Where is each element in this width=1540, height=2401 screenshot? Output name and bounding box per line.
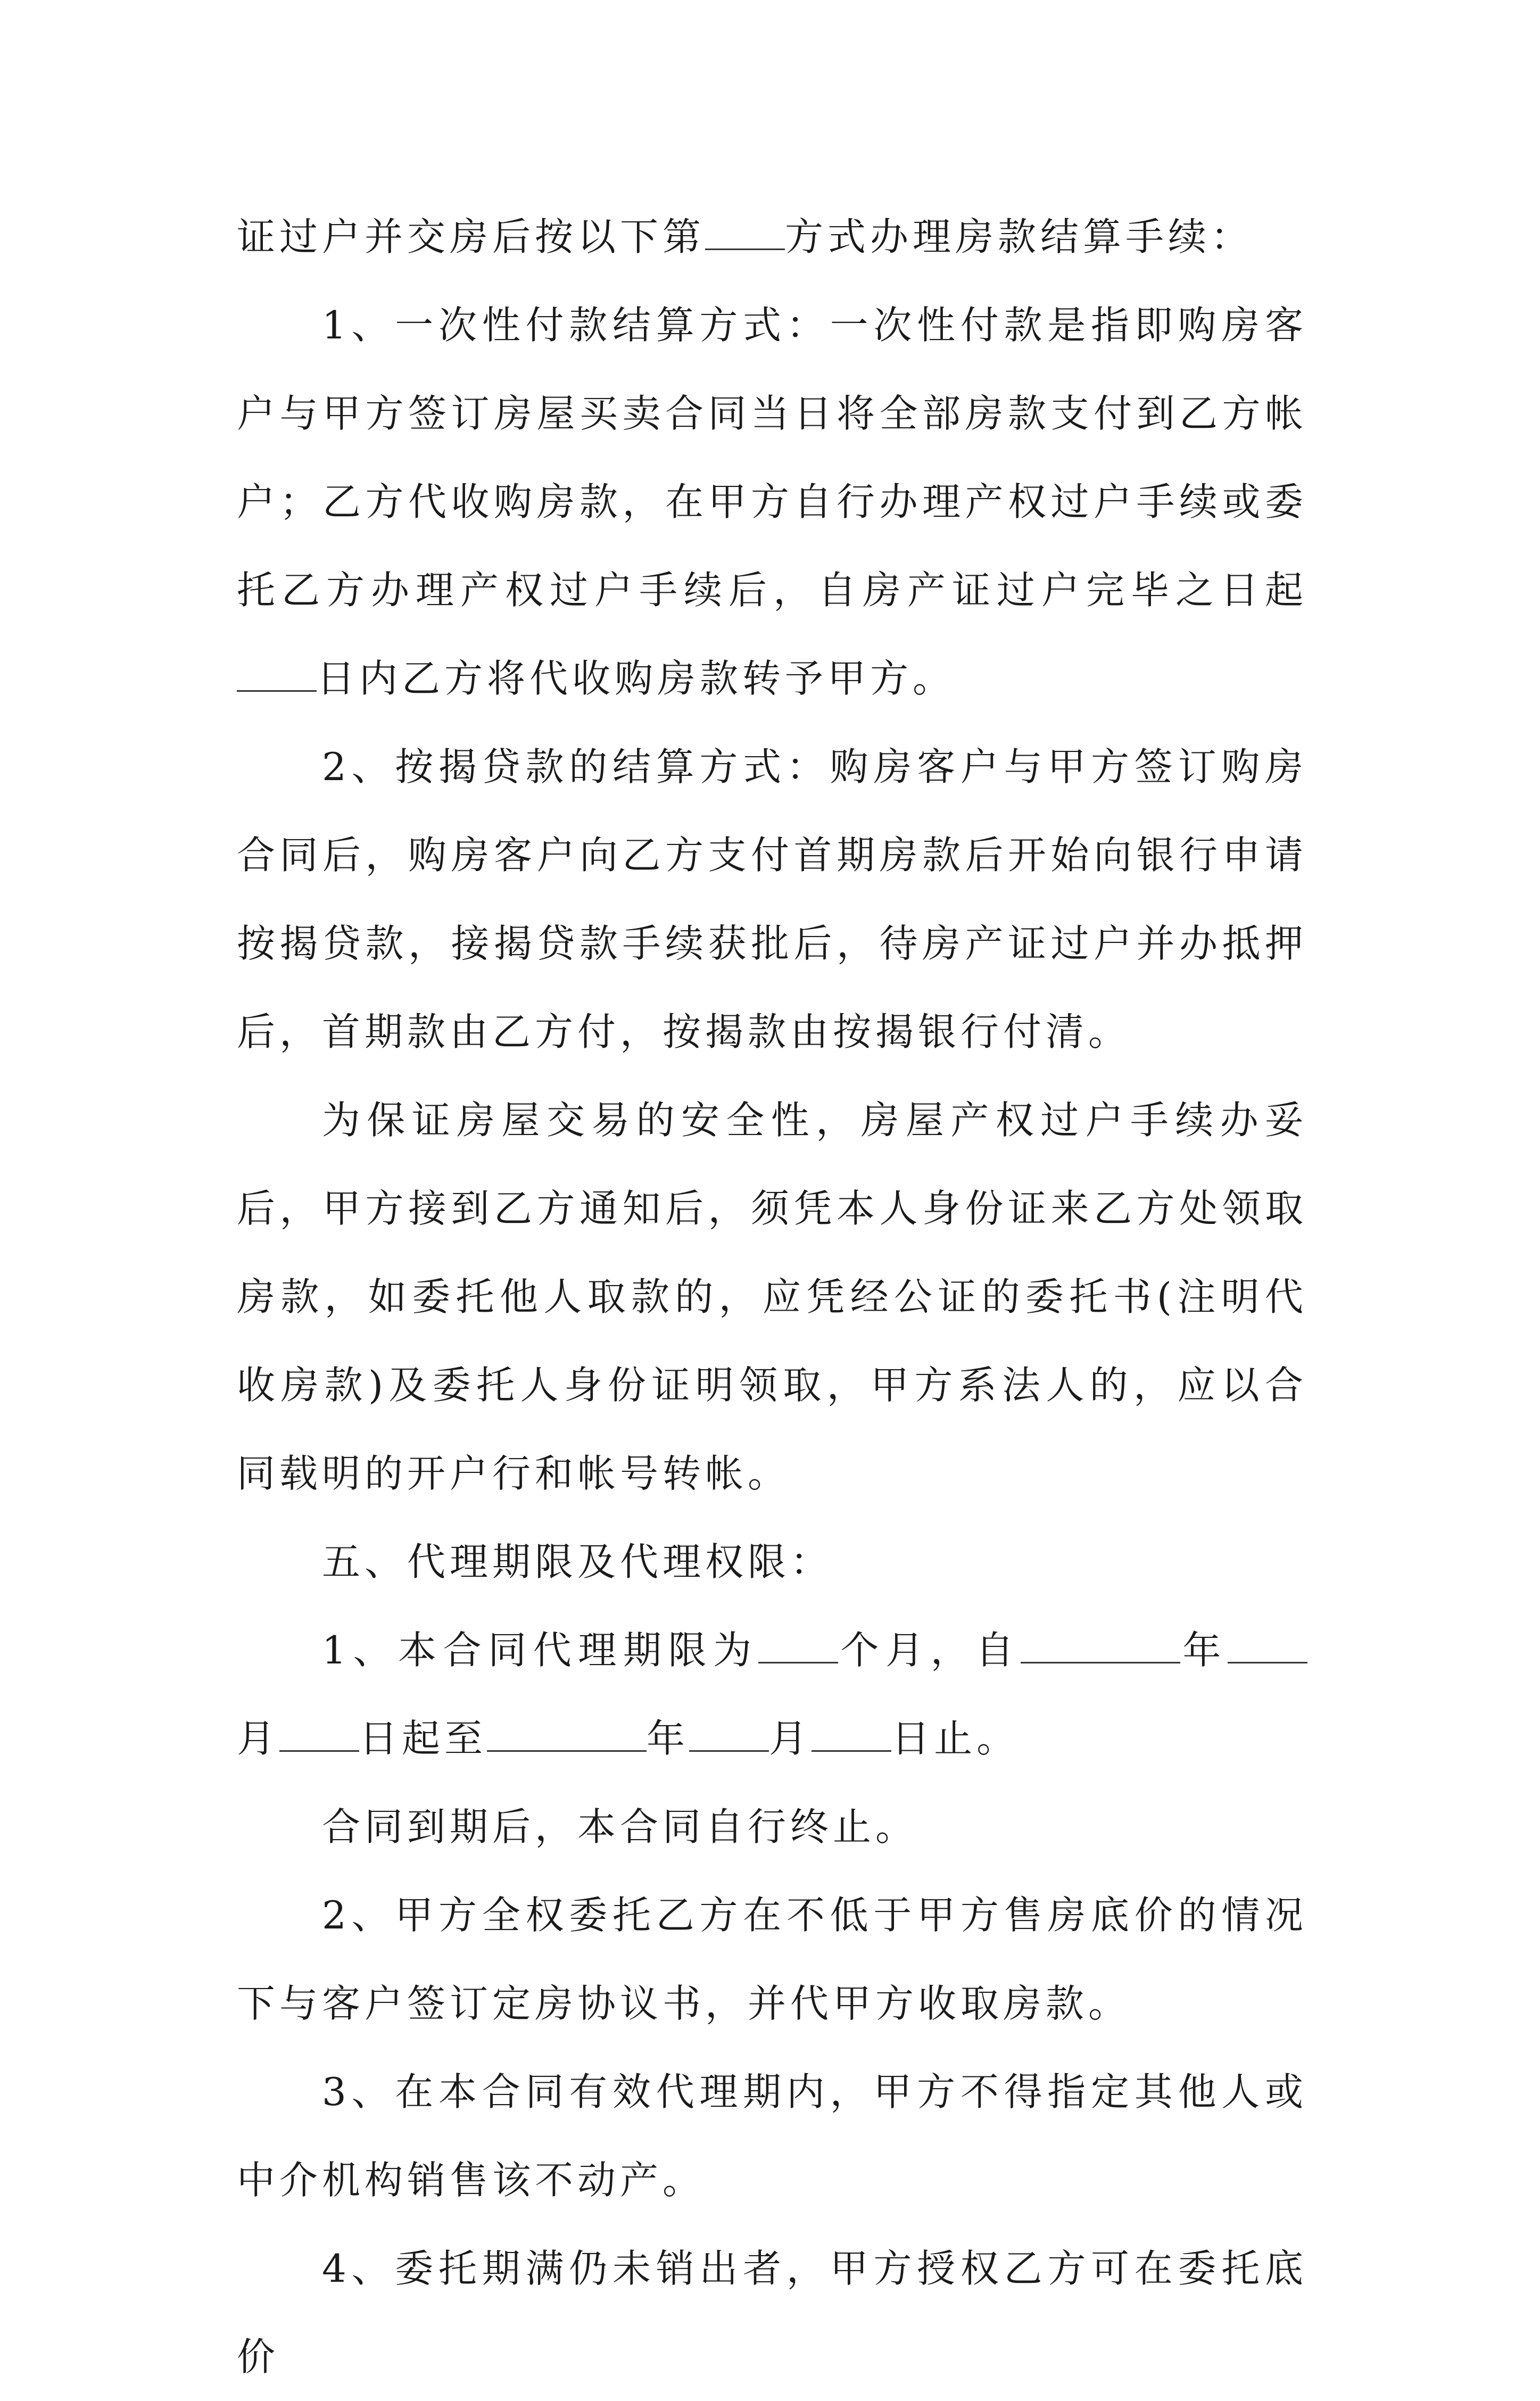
paragraph-safety: 为保证房屋交易的安全性，房屋产权过户手续办妥后，甲方接到乙方通知后，须凭本人身份证来乙方处领取房款，如委托他人取款的，应凭经公证的委托书(注明代收房款)及委托人身份证明领取，甲方系法人的，应以合同载明的开户行和帐号转帐。 (237, 1098, 1307, 1496)
text-run: 日止。 (891, 1716, 1020, 1761)
text-run: 年 (1180, 1628, 1228, 1673)
blank-field (689, 1720, 769, 1752)
blank-field (487, 1720, 647, 1752)
text-run: 证过户并交房后按以下第 (237, 214, 706, 259)
paragraph-settlement-intro (237, 193, 1307, 281)
section-heading-term: 五、代理期限及代理权限： (322, 1539, 833, 1584)
text-run: 年 (647, 1716, 690, 1761)
blank-field (812, 1720, 891, 1752)
paragraph-expiry: 合同到期后，本合同自行终止。 (322, 1804, 918, 1849)
text-run: 月 (237, 1716, 280, 1761)
text-run: 1、本合同代理期限为 (322, 1628, 758, 1673)
paragraph-lump-sum (237, 281, 1307, 723)
blank-field (1228, 1632, 1307, 1663)
text-run: 日起至 (359, 1716, 487, 1761)
document-body (237, 193, 1307, 2401)
blank-field (237, 660, 317, 692)
paragraph-mortgage: 2、按揭贷款的结算方式：购房客户与甲方签订购房合同后，购房客户向乙方支付首期房款后开始向银行申请按揭贷款，接揭贷款手续获批后，待房产证过户并办抵押后，首期款由乙方付，按揭款由按揭银行付清。 (237, 744, 1307, 1054)
blank-field (279, 1720, 359, 1752)
paragraph-unsold: 4、委托期满仍未销出者，甲方授权乙方可在委托底价 (237, 2246, 1307, 2379)
blank-field (1021, 1632, 1180, 1663)
paragraph-term-period (237, 1606, 1307, 1783)
text-run: 日内乙方将代收购房款转予甲方。 (317, 656, 956, 701)
blank-field (758, 1632, 838, 1663)
text-run: 月 (769, 1716, 812, 1761)
text-run: 1、一次性付款结算方式：一次性付款是指即购房客户与甲方签订房屋买卖合同当日将全部房款支付到乙方帐户；乙方代收购房款，在甲方自行办理产权过户手续或委托乙方办理产权过户手续后，自房产证过户完毕之日起 (237, 303, 1307, 612)
text-run: 方式办理房款结算手续： (785, 214, 1254, 259)
paragraph-authority: 2、甲方全权委托乙方在不低于甲方售房底价的情况下与客户签订定房协议书，并代甲方收取房款。 (237, 1893, 1307, 2026)
text-run: 个月，自 (838, 1628, 1021, 1673)
blank-field (705, 219, 785, 250)
paragraph-exclusive: 3、在本合同有效代理期内，甲方不得指定其他人或中介机构销售该不动产。 (237, 2069, 1307, 2203)
